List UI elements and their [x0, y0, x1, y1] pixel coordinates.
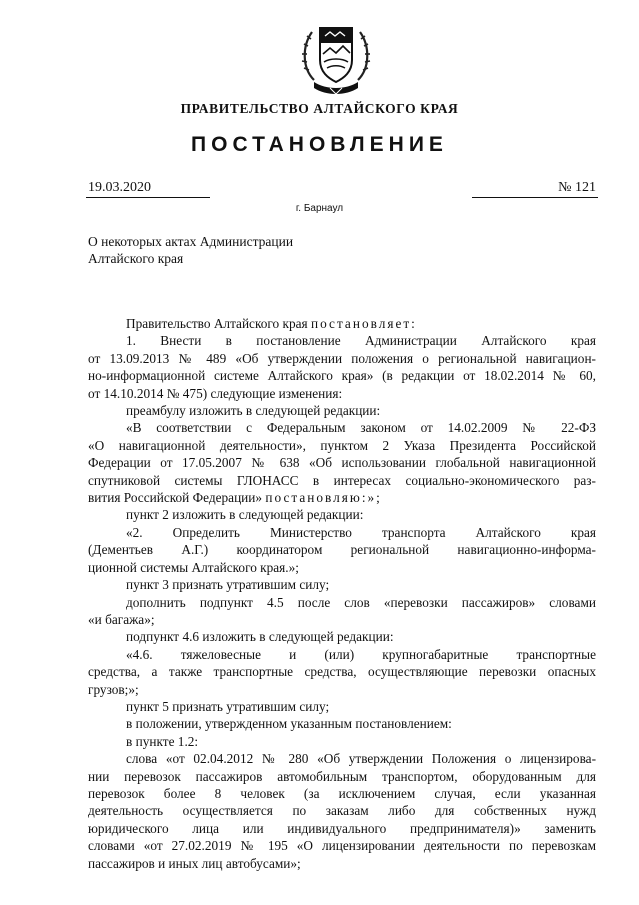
words-line-3: перевозок более 8 человек (за исключением случая, если указанная	[88, 785, 596, 801]
item45-line-1: дополнить подпункт 4.5 после слов «перевозки пассажиров» словами	[126, 594, 596, 610]
item46-line-2: средства, а также транспортные средства, осуществляющие перевозки опасных	[88, 664, 596, 680]
item5: пункт 5 признать утратившим силу;	[126, 698, 330, 714]
words-line-6: словами «от 27.02.2019 № 195 «О лицензировании деятельности по перевозкам	[88, 838, 596, 854]
item2-line-3: ционной системы Алтайского края.»;	[88, 559, 299, 575]
date-field	[86, 180, 210, 198]
item46-line-1: «4.6. тяжеловесные и (или) крупногабаритные транспортные	[126, 646, 596, 662]
preamble-intro: преамбулу изложить в следующей редакции:	[126, 403, 381, 419]
document-subject: О некоторых актах Администрации Алтайского края	[88, 234, 294, 266]
p1-line-4: от 14.10.2014 № 475) следующие изменения:	[88, 385, 343, 401]
item2-intro: пункт 2 изложить в следующей редакции:	[126, 507, 364, 523]
words-line-4: деятельность осуществляется по заказам либо для собственных нужд	[88, 803, 596, 819]
number-field	[472, 180, 598, 198]
intro-verb: постановляет:	[310, 316, 417, 331]
words-line-2: нии перевозок пассажиров автомобильным транспортом, оборудованным для	[88, 768, 596, 784]
item2-line-2: (Дементьев А.Г.) координатором региональной навигационно-информа-	[88, 542, 596, 558]
number-underline	[472, 197, 598, 198]
regulation-intro: в положении, утвержденном указанным постановлением:	[126, 716, 452, 732]
p1-line-2: от 13.09.2013 № 489 «Об утверждении положения о региональной навигацион-	[88, 350, 596, 366]
words-line-1: слова «от 02.04.2012 № 280 «Об утверждении Положения о лицензирова-	[126, 751, 596, 767]
item46-intro: подпункт 4.6 изложить в следующей редакции:	[126, 629, 394, 645]
document-date: 19.03.2020	[88, 180, 151, 195]
city: г. Барнаул	[295, 203, 344, 214]
intro-paragraph	[88, 315, 596, 332]
document-number: № 121	[558, 180, 596, 195]
p1-line-3: но-информационной системе Алтайского края» (в редакции от 18.02.2014 № 60,	[88, 368, 596, 384]
preamble-line-2: «О навигационной деятельности», пунктом 2 Указа Президента Российской	[88, 437, 596, 453]
item3: пункт 3 признать утратившим силу;	[126, 577, 330, 593]
preamble-line-3: Федерации от 17.05.2007 № 638 «Об использовании глобальной навигационной	[88, 455, 596, 471]
document-body	[88, 315, 596, 872]
item45-line-2: «и багажа»;	[88, 611, 155, 627]
item46-line-3: грузов;»;	[88, 681, 139, 697]
p1-line-1: 1. Внести в постановление Администрации Алтайского края	[126, 333, 596, 349]
preamble-line-1: «В соответствии с Федеральным законом от 14.02.2009 № 22-ФЗ	[126, 420, 596, 436]
preamble-last-verb: постановляю:»;	[265, 490, 382, 506]
item2-line-1: «2. Определить Министерство транспорта Алтайского края	[126, 524, 596, 540]
document-type: ПОСТАНОВЛЕНИЕ	[191, 133, 448, 156]
preamble-line-5	[88, 489, 596, 506]
date-underline	[86, 197, 210, 198]
government-title: ПРАВИТЕЛЬСТВО АЛТАЙСКОГО КРАЯ	[180, 101, 459, 116]
words-line-5: юридического лица или индивидуального предпринимателя)» заменить	[88, 820, 596, 836]
intro-lead: Правительство Алтайского края	[126, 316, 308, 331]
point-1-2: в пункте 1.2:	[126, 733, 199, 749]
coat-of-arms-icon	[300, 18, 372, 98]
words-line-7: пассажиров и иных лиц автобусами»;	[88, 855, 301, 871]
preamble-line-4: спутниковой системы ГЛОНАСС в интересах социально-экономического раз-	[88, 472, 596, 488]
preamble-last-lead: вития Российской Федерации»	[88, 490, 263, 506]
